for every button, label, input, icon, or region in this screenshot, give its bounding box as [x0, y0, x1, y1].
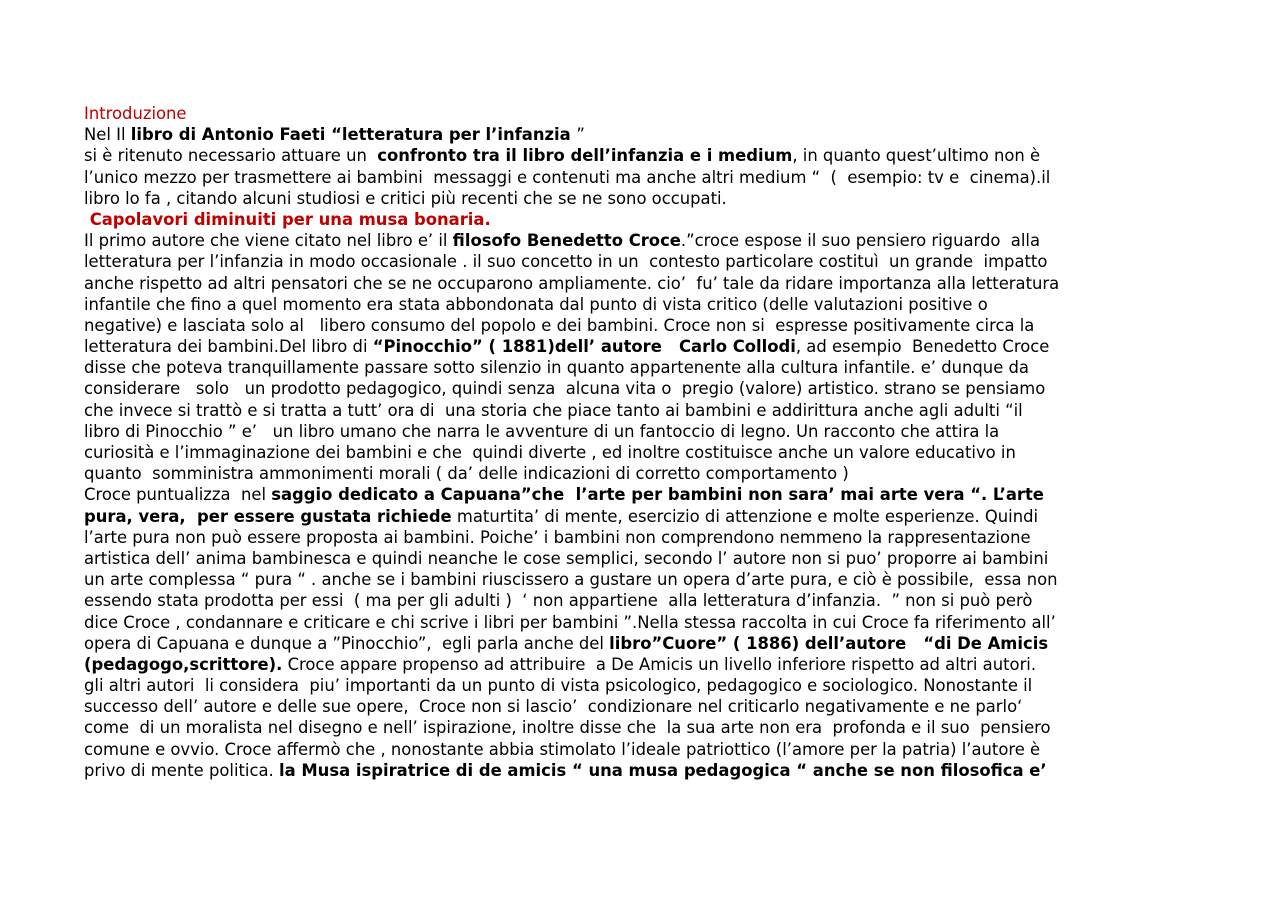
text-run: essendo stata prodotta per essi ( ma per gli adulti ) ‘ non appartiene alla letteratura d’infanzia. ” non si può però: [84, 591, 1033, 611]
text-run: che invece si trattò e si tratta a tutt’ ora di una storia che piace tanto ai bambini e addirittura anche agli adulti “il: [84, 400, 1023, 420]
bold-text-run: saggio dedicato a Capuana”che l’arte per bambini non sara’ mai arte vera “. L’arte: [271, 485, 1044, 505]
text-run: quanto somministra ammonimenti morali ( da’ delle indicazioni di corretto comportamento ): [84, 464, 849, 484]
bold-text-run: libro”Cuore” ( 1886) dell’autore “di De Amicis: [609, 633, 1049, 653]
text-line: [84, 739, 1184, 760]
text-line: [84, 717, 1184, 738]
text-line: [84, 696, 1184, 717]
text-run: Croce puntualizza nel: [84, 485, 272, 505]
text-run: curiosità e l’immaginazione dei bambini e che quindi diverte , ed inoltre costituisce anche un valore educativo in: [84, 443, 1016, 462]
text-line: [84, 357, 1184, 378]
text-line: [84, 506, 1184, 527]
text-run: letteratura per l’infanzia in modo occasionale . il suo concetto in un contesto particolare costituì un grande impatto: [84, 252, 1048, 272]
text-line: [84, 421, 1184, 442]
bold-text-run: filosofo Benedetto Croce: [452, 231, 681, 251]
text-run: libro lo fa , citando alcuni studiosi e critici più recenti che se ne sono occupati.: [84, 188, 727, 208]
bold-text-run: (pedagogo,scrittore).: [84, 654, 283, 674]
text-run: privo di mente politica.: [84, 760, 279, 780]
text-run: comune e ovvio. Croce affermò che , nonostante abbia stimolato l’ideale patriottico (l’amore per la patria) l’autore è: [84, 739, 1041, 759]
text-run: negative) e lasciata solo al libero consumo del popolo e dei bambini. Croce non si espresse positivamente circa la: [84, 315, 1035, 335]
bold-text-run: la Musa ispiratrice di de amicis “ una musa pedagogica “ anche se non filosofica e’: [278, 760, 1047, 780]
text-line: [84, 188, 1184, 209]
text-line: [84, 633, 1184, 654]
text-line: [84, 145, 1184, 166]
text-line: [84, 251, 1184, 272]
text-line: [84, 378, 1184, 399]
text-run: dice Croce , condannare e criticare e chi scrive i libri per bambini ”.Nella stessa raccolta in cui Croce fa riferimento all’: [84, 612, 1056, 632]
section-heading: [84, 209, 1184, 230]
text-run: opera di Capuana e dunque a ”Pinocchio”, egli parla anche del: [84, 633, 610, 653]
text-run: l’arte pura non può essere proposta ai bambini. Poiche’ i bambini non comprendono nemmeno la rappresentazione: [84, 527, 1031, 547]
text-line: [84, 463, 1184, 484]
text-run: .”croce espose il suo pensiero riguardo alla: [680, 231, 1041, 251]
bold-text-run: confronto tra il libro dell’infanzia e i medium: [377, 146, 793, 166]
text-line: [84, 654, 1184, 675]
text-run: ”: [576, 125, 585, 145]
text-run: gli altri autori li considera piu’ importanti da un punto di vista psicologico, pedagogico e sociologico. Nonostante il: [84, 676, 1033, 696]
bold-text-run: libro di Antonio Faeti “letteratura per l’infanzia: [130, 125, 577, 145]
text-run: considerare solo un prodotto pedagogico, quindi senza alcuna vita o pregio (valore) artistico. strano se pensiamo: [84, 379, 1046, 399]
text-run: un arte complessa “ pura “ . anche se i bambini riuscissero a gustare un opera d’arte pura, e ciò è possibile, essa non: [84, 570, 1058, 590]
text-line: [84, 315, 1184, 336]
text-run: l’unico mezzo per trasmettere ai bambini messaggi e contenuti ma anche altri medium “ ( esempio: tv e cinema).il: [84, 167, 1051, 187]
text-line: [84, 336, 1184, 357]
text-run: letteratura dei bambini.Del libro di: [84, 337, 373, 357]
text-line: [84, 230, 1184, 251]
text-line: [84, 527, 1184, 548]
text-line: [84, 167, 1184, 188]
text-line: [84, 400, 1184, 421]
text-run: Introduzione: [84, 104, 187, 123]
bold-text-run: Capolavori diminuiti per una musa bonaria.: [84, 209, 491, 229]
document-page: [84, 103, 1184, 781]
text-run: Il primo autore che viene citato nel libro e’ il: [84, 231, 453, 251]
text-line: [84, 612, 1184, 633]
text-line: [84, 124, 1184, 145]
text-line: [84, 548, 1184, 569]
text-line: [84, 675, 1184, 696]
text-run: libro di Pinocchio ” e’ un libro umano che narra le avventure di un fantoccio di legno. Un racconto che attira la: [84, 421, 1000, 441]
text-line: [84, 273, 1184, 294]
text-run: Nel Il: [84, 125, 131, 145]
text-line: [84, 760, 1184, 781]
text-line: [84, 590, 1184, 611]
text-run: successo dell’ autore e delle sue opere, Croce non si lascio’ condizionare nel criticarlo negativamente e ne parlo‘: [84, 697, 1023, 717]
bold-text-run: “Pinocchio” ( 1881)dell’ autore Carlo Collodi: [372, 337, 796, 357]
text-line: [84, 569, 1184, 590]
text-run: artistica dell’ anima bambinesca e quindi neanche le cose semplici, secondo l’ autore non si puo’ proporre ai bambini: [84, 548, 1049, 568]
text-run: disse che poteva tranquillamente passare sotto silenzio in quanto appartenente alla cultura infantile. e’ dunque da: [84, 358, 1029, 378]
section-title: [84, 103, 1184, 124]
text-run: si è ritenuto necessario attuare un: [84, 146, 378, 166]
bold-text-run: pura, vera, per essere gustata richiede: [84, 506, 452, 526]
text-run: , ad esempio Benedetto Croce: [795, 337, 1050, 357]
text-run: maturtita’ di mente, esercizio di attenzione e molte esperienze. Quindi: [451, 506, 1039, 526]
text-run: Croce appare propenso ad attribuire a De Amicis un livello inferiore rispetto ad altri autori.: [282, 654, 1037, 674]
text-run: come di un moralista nel disegno e nell’ ispirazione, inoltre disse che la sua arte non era profonda e il suo pensiero: [84, 718, 1051, 738]
text-run: infantile che fino a quel momento era stata abbondonata dal punto di vista critico (delle valutazioni positive o: [84, 294, 988, 314]
text-run: anche rispetto ad altri pensatori che se ne occuparono ampliamente. cio’ fu’ tale da ridare importanza alla letteratura: [84, 273, 1060, 293]
text-line: [84, 442, 1184, 463]
text-line: [84, 484, 1184, 505]
text-line: [84, 294, 1184, 315]
text-run: , in quanto quest’ultimo non è: [792, 146, 1041, 166]
